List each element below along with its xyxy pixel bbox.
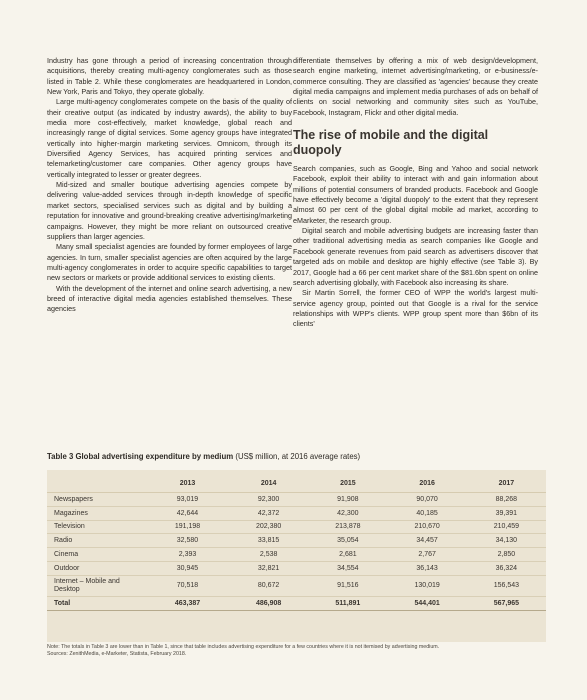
row-label-text: Internet – Mobile and Desktop [54,577,120,593]
cell-value: 42,644 [146,506,229,520]
cell-value: 42,300 [308,506,387,520]
cell-value: 92,300 [229,493,308,507]
paragraph: Sir Martin Sorrell, the former CEO of WPP the world's largest multi-service agency group, pointed out that Google is a rival for the service relationships with WPP's clients. WPP group spent more than $6bn of its clients' [293,288,538,329]
table-caption-units: (US$ million, at 2016 average rates) [235,452,361,461]
table-caption [47,452,547,461]
cell-value: 130,019 [388,575,467,596]
cell-value: 35,054 [308,534,387,548]
note-text: Note: The totals in Table 3 are lower than in Table 1, since that table includes advertising expenditure for a few countries where it is not itemised by advertising medium. [47,644,440,650]
table-row [47,493,546,507]
table-row [47,534,546,548]
cell-value: 210,670 [388,520,467,534]
table-row [47,561,546,575]
table-row [47,506,546,520]
cell-value: 42,372 [229,506,308,520]
cell-value: 2,538 [229,548,308,562]
cell-value: 91,516 [308,575,387,596]
advertising-expenditure-table [47,474,546,611]
year-header: 2015 [308,474,387,493]
year-header: 2016 [388,474,467,493]
cell-value: 91,908 [308,493,387,507]
cell-value: 40,185 [388,506,467,520]
table-row [47,548,546,562]
cell-value: 36,143 [388,561,467,575]
cell-value: 210,459 [467,520,546,534]
year-header: 2014 [229,474,308,493]
paragraph: Digital search and mobile advertising budgets are increasing faster than other traditional advertising media as search companies like Google and Facebook generate revenues from paid search as advertisers discover that targeted ads on mobile and desktop are highly effective (see Table 3). By 2017, Google had a 66 per cent market share of the $81.6bn spent on online search advertising globally, with Facebook also increasing its share. [293,226,538,287]
paragraph: Large multi-agency conglomerates compete on the basis of the quality of their creative output (as indicated by industry awards), the ability to buy media more cost-effectively, market knowledge, global reach and increasingly range of digital services. Some agency groups have integrated vertically into higher-margin marketing services. Omnicom, through its Diversified Agency Services, has acquired printing services and telemarketing/customer care companies. Other agency groups have vertically integrated to lesser or greater degrees. [47,97,292,179]
total-value: 567,965 [467,596,546,610]
total-value: 511,891 [308,596,387,610]
row-label: Television [47,520,146,534]
cell-value: 93,019 [146,493,229,507]
cell-value: 34,457 [388,534,467,548]
year-header: 2013 [146,474,229,493]
year-header: 2017 [467,474,546,493]
cell-value: 34,130 [467,534,546,548]
cell-value: 30,945 [146,561,229,575]
cell-value: 80,672 [229,575,308,596]
paragraph: differentiate themselves by offering a mix of web design/development, search engine marketing, internet advertising/marketing, or e-business/e-commerce consulting. They are classified as 'agencies' because they create digital media campaigns and implement media purchases of ads on behalf of clients on social networking and community sites such as YouTube, Facebook, Instagram, Flickr and other digital media. [293,56,538,117]
total-value: 544,401 [388,596,467,610]
table-total-row [47,596,546,610]
row-label [47,575,146,596]
table-note [47,644,507,658]
cell-value: 32,821 [229,561,308,575]
cell-value: 34,554 [308,561,387,575]
cell-value: 2,850 [467,548,546,562]
cell-value: 88,268 [467,493,546,507]
paragraph: Search companies, such as Google, Bing and Yahoo and social network Facebook, exploit their ability to interact with and gain information about millions of potential consumers of branded products. Facebook and Google have effectively become a 'digital duopoly' to the extent that they represent almost 60 per cent of the global digital mobile ad market, according to eMarketer, the research group. [293,164,538,225]
cell-value: 2,767 [388,548,467,562]
table-row [47,575,546,596]
cell-value: 33,815 [229,534,308,548]
cell-value: 191,198 [146,520,229,534]
row-label: Magazines [47,506,146,520]
row-label: Radio [47,534,146,548]
cell-value: 213,878 [308,520,387,534]
total-value: 486,908 [229,596,308,610]
row-label: Outdoor [47,561,146,575]
sources-text: Sources: ZenithMedia, e-Marketer, Statista, February 2018. [47,651,187,657]
table-row [47,520,546,534]
paragraph: Mid-sized and smaller boutique advertising agencies compete by delivering value-added services through in-depth knowledge of specific market sectors, specialised services such as digital and by building a reputation for innovative and ground-breaking creative advertising/marketing campaigns. However, they might be more reliant on outsourced creative suppliers than larger agencies. [47,180,292,241]
table-header-row [47,474,546,493]
cell-value: 36,324 [467,561,546,575]
cell-value: 32,580 [146,534,229,548]
row-label: Total [47,596,146,610]
cell-value: 70,518 [146,575,229,596]
right-text-column [293,56,538,330]
total-value: 463,387 [146,596,229,610]
cell-value: 90,070 [388,493,467,507]
left-text-column [47,56,292,315]
cell-value: 2,393 [146,548,229,562]
cell-value: 2,681 [308,548,387,562]
row-label: Cinema [47,548,146,562]
paragraph: With the development of the internet and online search advertising, a new breed of interactive digital media agencies established themselves. These agencies [47,283,292,314]
paragraph: Industry has gone through a period of increasing concentration through acquisitions, thereby creating multi-agency conglomerates such as those listed in Table 2. While these conglomerates are headquartered in London, New York, Paris and Tokyo, they operate globally. [47,56,292,97]
cell-value: 156,543 [467,575,546,596]
table-caption-title: Table 3 Global advertising expenditure by medium [47,452,234,461]
section-heading: The rise of mobile and the digital duopoly [293,128,489,158]
cell-value: 39,391 [467,506,546,520]
table-header-blank [47,474,146,493]
paragraph: Many small specialist agencies are founded by former employees of large agencies. In turn, smaller specialist agencies are often acquired by the large multi-agency conglomerates in order to acquire specific capabilities to target new sectors or markets or provide additional services to existing clients. [47,242,292,283]
row-label: Newspapers [47,493,146,507]
cell-value: 202,380 [229,520,308,534]
